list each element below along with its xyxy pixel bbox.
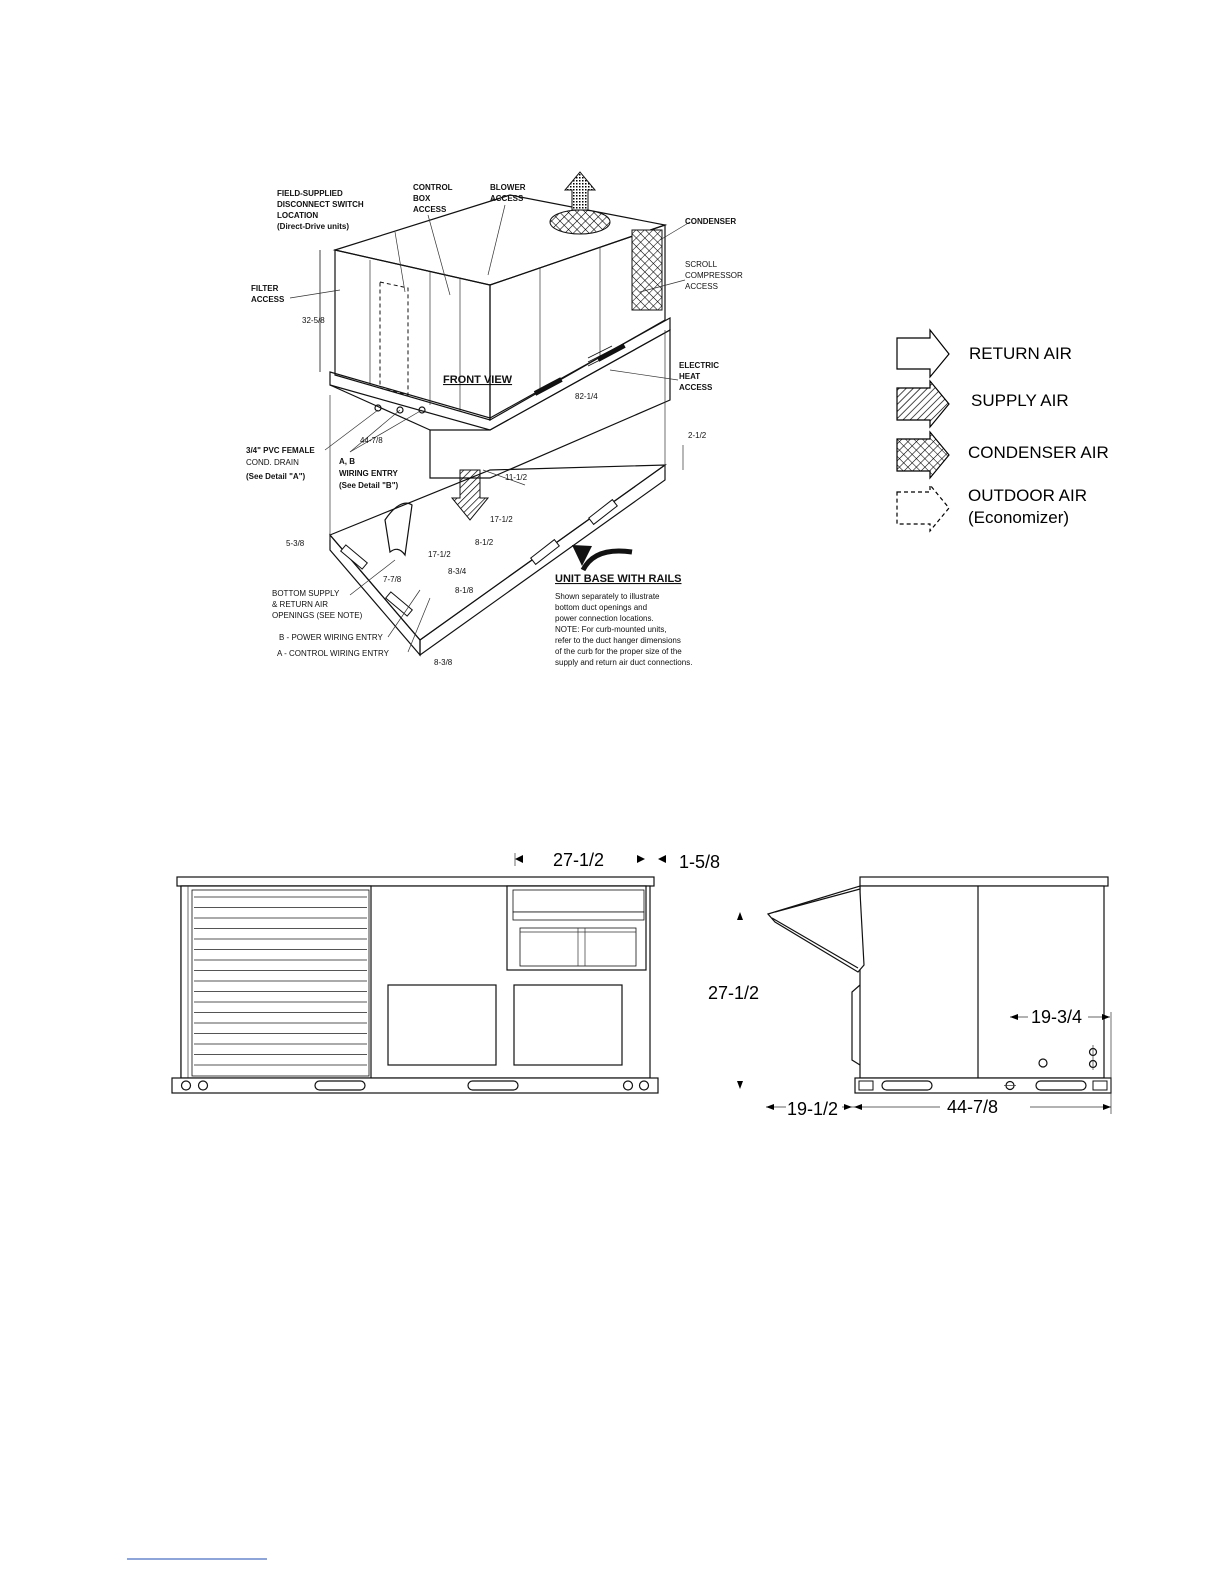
svg-text:(See Detail "A"): (See Detail "A") bbox=[246, 472, 306, 481]
svg-text:OPENINGS (SEE NOTE): OPENINGS (SEE NOTE) bbox=[272, 611, 363, 620]
svg-text:LOCATION: LOCATION bbox=[277, 211, 319, 220]
return-air-arrow-icon bbox=[897, 330, 949, 377]
svg-text:FIELD-SUPPLIED: FIELD-SUPPLIED bbox=[277, 189, 343, 198]
condenser-label: CONDENSER bbox=[685, 217, 737, 226]
dim-11-1-2: 11-1/2 bbox=[505, 473, 528, 482]
dim-8-3-8: 8-3/8 bbox=[434, 658, 453, 667]
svg-text:WIRING ENTRY: WIRING ENTRY bbox=[339, 469, 398, 478]
svg-text:SUPPLY AIR: SUPPLY AIR bbox=[971, 391, 1069, 410]
dim-width: 44-7/8 bbox=[360, 436, 383, 445]
svg-text:HEAT: HEAT bbox=[679, 372, 701, 381]
control-wiring-label: A - CONTROL WIRING ENTRY bbox=[277, 649, 390, 658]
svg-text:COND. DRAIN: COND. DRAIN bbox=[246, 458, 299, 467]
svg-text:ACCESS: ACCESS bbox=[251, 295, 285, 304]
unit-base-label: UNIT BASE WITH RAILS bbox=[555, 573, 682, 585]
svg-text:of the curb for the proper siz: of the curb for the proper size of the bbox=[555, 647, 682, 656]
svg-text:A, B: A, B bbox=[339, 457, 355, 466]
dim-17-1-2-b: 17-1/2 bbox=[428, 550, 451, 559]
front-view-label: FRONT VIEW bbox=[443, 374, 513, 386]
svg-text:ACCESS: ACCESS bbox=[679, 383, 713, 392]
svg-text:SCROLL: SCROLL bbox=[685, 260, 718, 269]
svg-text:bottom duct openings and: bottom duct openings and bbox=[555, 603, 648, 612]
filter-label bbox=[251, 284, 285, 304]
wiring-entry-label bbox=[339, 457, 398, 490]
isometric-unit bbox=[246, 172, 743, 667]
svg-text:ACCESS: ACCESS bbox=[685, 282, 718, 291]
svg-text:CONTROL: CONTROL bbox=[413, 183, 453, 192]
legend-outdoor-air bbox=[897, 485, 1087, 531]
svg-text:FILTER: FILTER bbox=[251, 284, 279, 293]
front-elevation bbox=[172, 850, 720, 1093]
compressor-label bbox=[685, 260, 743, 291]
dim-17-1-2-a: 17-1/2 bbox=[490, 515, 513, 524]
front-dim-width: 27-1/2 bbox=[553, 850, 605, 870]
control-box-label bbox=[413, 183, 453, 214]
legend-return-air bbox=[897, 330, 1072, 377]
svg-text:COMPRESSOR: COMPRESSOR bbox=[685, 271, 743, 280]
svg-text:CONDENSER AIR: CONDENSER AIR bbox=[968, 443, 1109, 462]
dim-height: 32-5/8 bbox=[302, 316, 325, 325]
svg-text:ACCESS: ACCESS bbox=[413, 205, 447, 214]
condenser-air-arrow-icon bbox=[897, 432, 949, 478]
svg-text:ELECTRIC: ELECTRIC bbox=[679, 361, 719, 370]
legend-supply-air bbox=[897, 381, 1069, 427]
side-dim-height: 27-1/2 bbox=[708, 983, 760, 1003]
dim-8-1-2: 8-1/2 bbox=[475, 538, 494, 547]
svg-text:(Direct-Drive units): (Direct-Drive units) bbox=[277, 222, 350, 231]
front-dimensions bbox=[515, 850, 720, 872]
side-dim-hood: 19-1/2 bbox=[787, 1099, 839, 1119]
svg-text:power connection locations.: power connection locations. bbox=[555, 614, 654, 623]
cond-drain-label bbox=[246, 446, 315, 481]
front-dim-offset: 1-5/8 bbox=[679, 852, 721, 872]
supply-air-arrow-icon bbox=[897, 381, 949, 427]
filter-access-panel bbox=[380, 282, 408, 395]
side-dim-depth: 44-7/8 bbox=[947, 1097, 999, 1117]
dim-8-3-4: 8-3/4 bbox=[448, 567, 467, 576]
side-elevation bbox=[708, 877, 1111, 1119]
svg-text:BOX: BOX bbox=[413, 194, 431, 203]
svg-text:Shown separately to illustrate: Shown separately to illustrate bbox=[555, 592, 660, 601]
power-wiring-label: B - POWER WIRING ENTRY bbox=[279, 633, 383, 642]
svg-text:3/4" PVC FEMALE: 3/4" PVC FEMALE bbox=[246, 446, 315, 455]
svg-text:refer to the duct hanger dimen: refer to the duct hanger dimensions bbox=[555, 636, 681, 645]
bottom-openings-label bbox=[272, 589, 363, 620]
disconnect-label bbox=[277, 189, 364, 231]
condenser-fan bbox=[550, 210, 610, 234]
electric-heat-label bbox=[679, 361, 719, 392]
legend bbox=[897, 330, 1109, 531]
svg-text:(Economizer): (Economizer) bbox=[968, 508, 1070, 527]
dim-length: 82-1/4 bbox=[575, 392, 598, 401]
svg-text:& RETURN AIR: & RETURN AIR bbox=[272, 600, 329, 609]
blower-label bbox=[490, 183, 526, 203]
side-dim-right: 19-3/4 bbox=[1031, 1007, 1083, 1027]
svg-text:BLOWER: BLOWER bbox=[490, 183, 526, 192]
dim-5-3-8: 5-3/8 bbox=[286, 539, 305, 548]
svg-text:OUTDOOR AIR: OUTDOOR AIR bbox=[968, 486, 1088, 505]
base-note bbox=[555, 592, 692, 667]
outdoor-air-arrow-icon bbox=[897, 485, 949, 531]
svg-text:ACCESS: ACCESS bbox=[490, 194, 524, 203]
legend-condenser-air bbox=[897, 432, 1109, 478]
svg-text:NOTE: For curb-mounted units,: NOTE: For curb-mounted units, bbox=[555, 625, 667, 634]
svg-text:BOTTOM SUPPLY: BOTTOM SUPPLY bbox=[272, 589, 340, 598]
svg-text:DISCONNECT SWITCH: DISCONNECT SWITCH bbox=[277, 200, 364, 209]
svg-text:(See Detail "B"): (See Detail "B") bbox=[339, 481, 399, 490]
dim-7-7-8: 7-7/8 bbox=[383, 575, 402, 584]
condenser-air-arrow bbox=[565, 172, 595, 210]
dim-rail: 2-1/2 bbox=[688, 431, 707, 440]
dim-8-1-8: 8-1/8 bbox=[455, 586, 474, 595]
svg-text:RETURN AIR: RETURN AIR bbox=[969, 344, 1072, 363]
condenser-coil bbox=[632, 230, 662, 310]
svg-text:supply and return air duct con: supply and return air duct connections. bbox=[555, 658, 693, 667]
